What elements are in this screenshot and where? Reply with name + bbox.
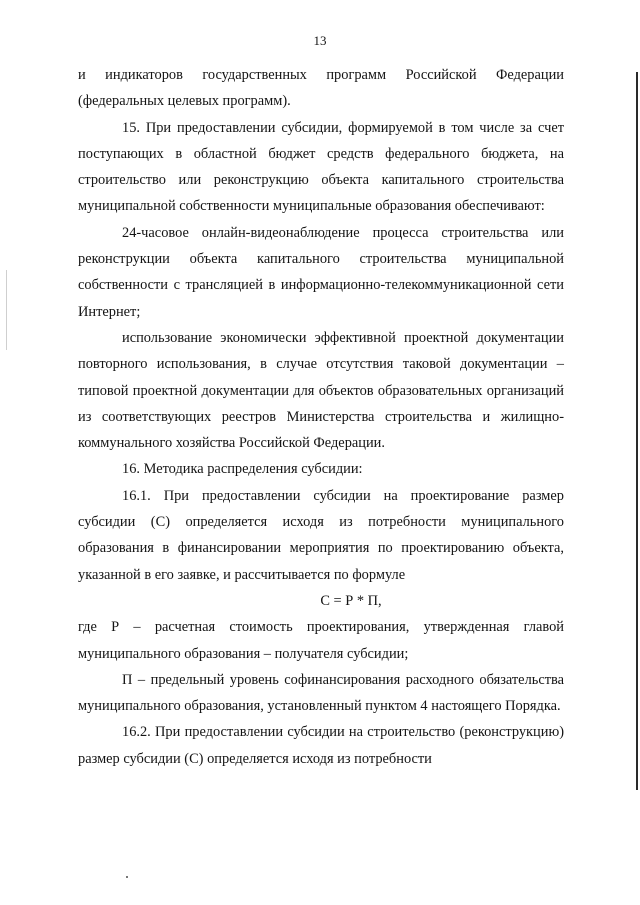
scan-edge-right xyxy=(636,72,638,790)
paragraph-video-surveillance: 24-часовое онлайн-видеонаблюдение процесса строительства или реконструкции объекта капитального строительства муниципальной собственности с трансляцией в информационно-телекоммуникационной сети Интернет; xyxy=(78,224,564,320)
paragraph-item-16: 16. Методика распределения субсидии: xyxy=(122,461,363,478)
paragraph-continuation: и индикаторов государственных программ Российской Федерации (федеральных целевых программ). xyxy=(78,67,564,110)
paragraph-project-documentation: использование экономически эффективной проектной документации повторного использования, в случае отсутствия таковой документации – типовой проектной документации для объектов образовательных организаций из соответствующих реестров Министерства строительства и жилищно-коммунального хозяйства Российской Федерации. xyxy=(78,329,564,452)
scan-edge-left xyxy=(6,270,7,350)
paragraph-item-16-2: 16.2. При предоставлении субсидии на строительство (реконструкцию) размер субсидии (С) определяется исходя из потребности xyxy=(78,724,564,767)
document-body xyxy=(78,62,564,772)
page-number: 13 xyxy=(313,33,327,48)
scan-artifact xyxy=(126,876,128,878)
formula: С = Р * П, xyxy=(320,592,382,609)
paragraph-formula-p-definition: П – предельный уровень софинансирования расходного обязательства муниципального образования, установленный пунктом 4 настоящего Порядка. xyxy=(78,671,564,715)
paragraph-item-16-1: 16.1. При предоставлении субсидии на проектирование размер субсидии (С) определяется исходя из потребности муниципального образования в финансировании мероприятия по проектированию объекта, указанной в его заявке, и рассчитывается по формуле xyxy=(78,487,564,583)
paragraph-item-15: 15. При предоставлении субсидии, формируемой в том числе за счет поступающих в областной бюджет средств федерального бюджета, на строительство или реконструкцию объекта капитального строительства муниципальной собственности муниципальные образования обеспечивают: xyxy=(78,119,564,215)
paragraph-formula-where: где Р – расчетная стоимость проектирования, утвержденная главой муниципального образования – получателя субсидии; xyxy=(78,619,564,662)
